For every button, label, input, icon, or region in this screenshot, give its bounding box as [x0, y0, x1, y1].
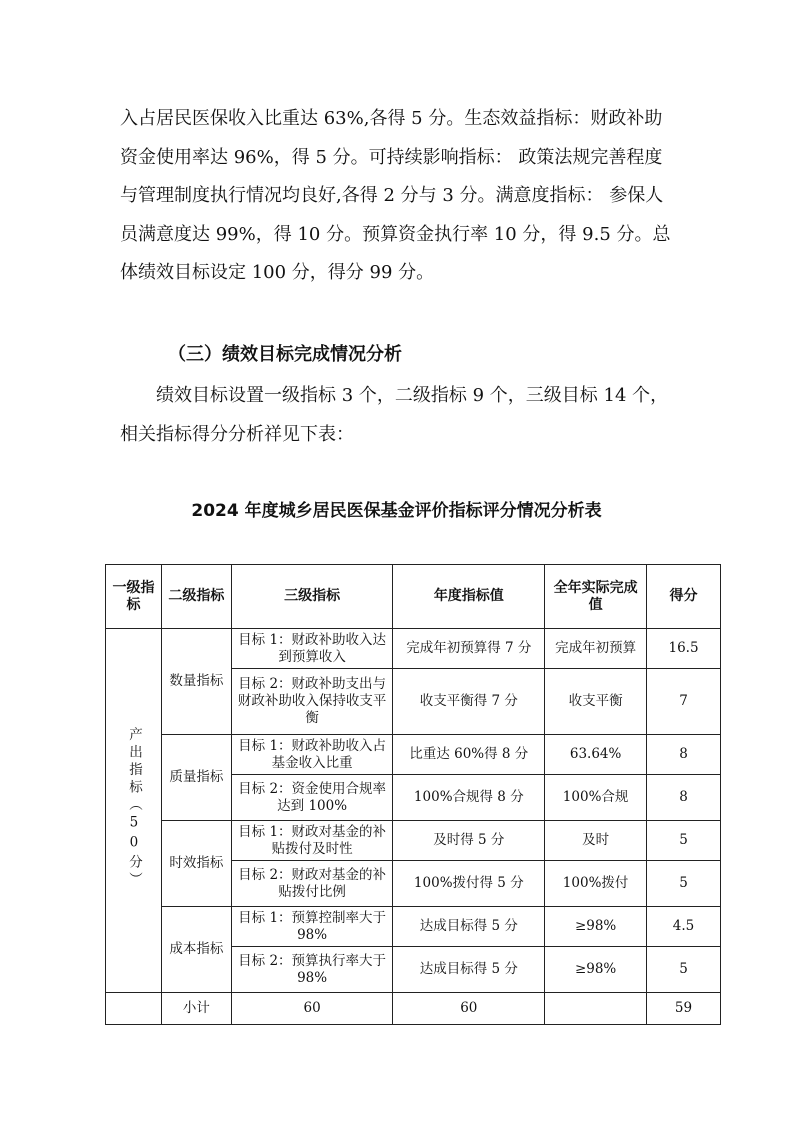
table-title: 2024 年度城乡居民医保基金评价指标评分情况分析表: [191, 501, 602, 521]
subtotal-actual: [545, 993, 647, 1025]
score-cell: 5: [647, 947, 721, 993]
score-cell: 7: [647, 669, 721, 735]
level2-cell: 数量指标: [161, 629, 231, 735]
table-row: [106, 629, 721, 669]
header-score: 得分: [647, 565, 721, 629]
level3-cell: 目标 2：财政补助支出与财政补助收入保持收支平衡: [231, 669, 393, 735]
level3-cell: 目标 1：预算控制率大于 98%: [231, 907, 393, 947]
level2-cell: 成本指标: [161, 907, 231, 993]
level2-cell: 质量指标: [161, 735, 231, 821]
subtotal-target: 60: [393, 993, 545, 1025]
target-cell: 完成年初预算得 7 分: [393, 629, 545, 669]
level3-cell: 目标 2：预算执行率大于 98%: [231, 947, 393, 993]
subtotal-row: [106, 993, 721, 1025]
target-cell: 100%拨付得 5 分: [393, 861, 545, 907]
score-cell: 16.5: [647, 629, 721, 669]
header-level2: 二级指标: [161, 565, 231, 629]
header-target: 年度指标值: [393, 565, 545, 629]
score-cell: 8: [647, 735, 721, 775]
target-cell: 比重达 60%得 8 分: [393, 735, 545, 775]
actual-cell: ≥98%: [545, 947, 647, 993]
header-actual: 全年实际完成值: [545, 565, 647, 629]
subtotal-label: 小计: [161, 993, 231, 1025]
level3-cell: 目标 1：财政补助收入占基金收入比重: [231, 735, 393, 775]
level3-cell: 目标 1：财政补助收入达到预算收入: [231, 629, 393, 669]
target-cell: 达成目标得 5 分: [393, 947, 545, 993]
target-cell: 及时得 5 分: [393, 821, 545, 861]
actual-cell: 100%拨付: [545, 861, 647, 907]
actual-cell: 及时: [545, 821, 647, 861]
paragraph-1: 入占居民医保收入比重达 63%,各得 5 分。生态效益指标：财政补助资金使用率达 96%，得 5 分。可持续影响指标： 政策法规完善程度与管理制度执行情况均良好,各得 2 分与 3 分。满意度指标： 参保人员满意度达 99%，得 10 分。预算资金执行率 10 分，得 9.5 分。总体绩效目标设定 100 分，得分 99 分。: [120, 108, 671, 283]
level3-cell: 目标 2：财政对基金的补贴拨付比例: [231, 861, 393, 907]
score-cell: 4.5: [647, 907, 721, 947]
table-row: [106, 907, 721, 947]
subtotal-level3: 60: [231, 993, 393, 1025]
subtotal-empty-cell: [106, 993, 162, 1025]
score-cell: 5: [647, 861, 721, 907]
subtotal-score: 59: [647, 993, 721, 1025]
section-heading: （三）绩效目标完成情况分析: [168, 344, 402, 365]
target-cell: 100%合规得 8 分: [393, 775, 545, 821]
target-cell: 达成目标得 5 分: [393, 907, 545, 947]
level3-cell: 目标 2：资金使用合规率达到 100%: [231, 775, 393, 821]
level3-cell: 目标 1：财政对基金的补贴拨付及时性: [231, 821, 393, 861]
actual-cell: 63.64%: [545, 735, 647, 775]
table-row: [106, 735, 721, 775]
paragraph-2: 绩效目标设置一级指标 3 个，二级指标 9 个，三级目标 14 个，相关指标得分分析祥见下表：: [120, 385, 669, 445]
actual-cell: 收支平衡: [545, 669, 647, 735]
target-cell: 收支平衡得 7 分: [393, 669, 545, 735]
table-header-row: [106, 565, 721, 629]
score-cell: 5: [647, 821, 721, 861]
header-level1: 一级指标: [106, 565, 162, 629]
header-level3: 三级指标: [231, 565, 393, 629]
level1-label: 产出指标（50分）: [125, 726, 142, 890]
level1-cell: [106, 629, 162, 993]
score-cell: 8: [647, 775, 721, 821]
actual-cell: 完成年初预算: [545, 629, 647, 669]
score-table: [105, 564, 721, 1025]
level2-cell: 时效指标: [161, 821, 231, 907]
actual-cell: ≥98%: [545, 907, 647, 947]
table-row: [106, 821, 721, 861]
actual-cell: 100%合规: [545, 775, 647, 821]
